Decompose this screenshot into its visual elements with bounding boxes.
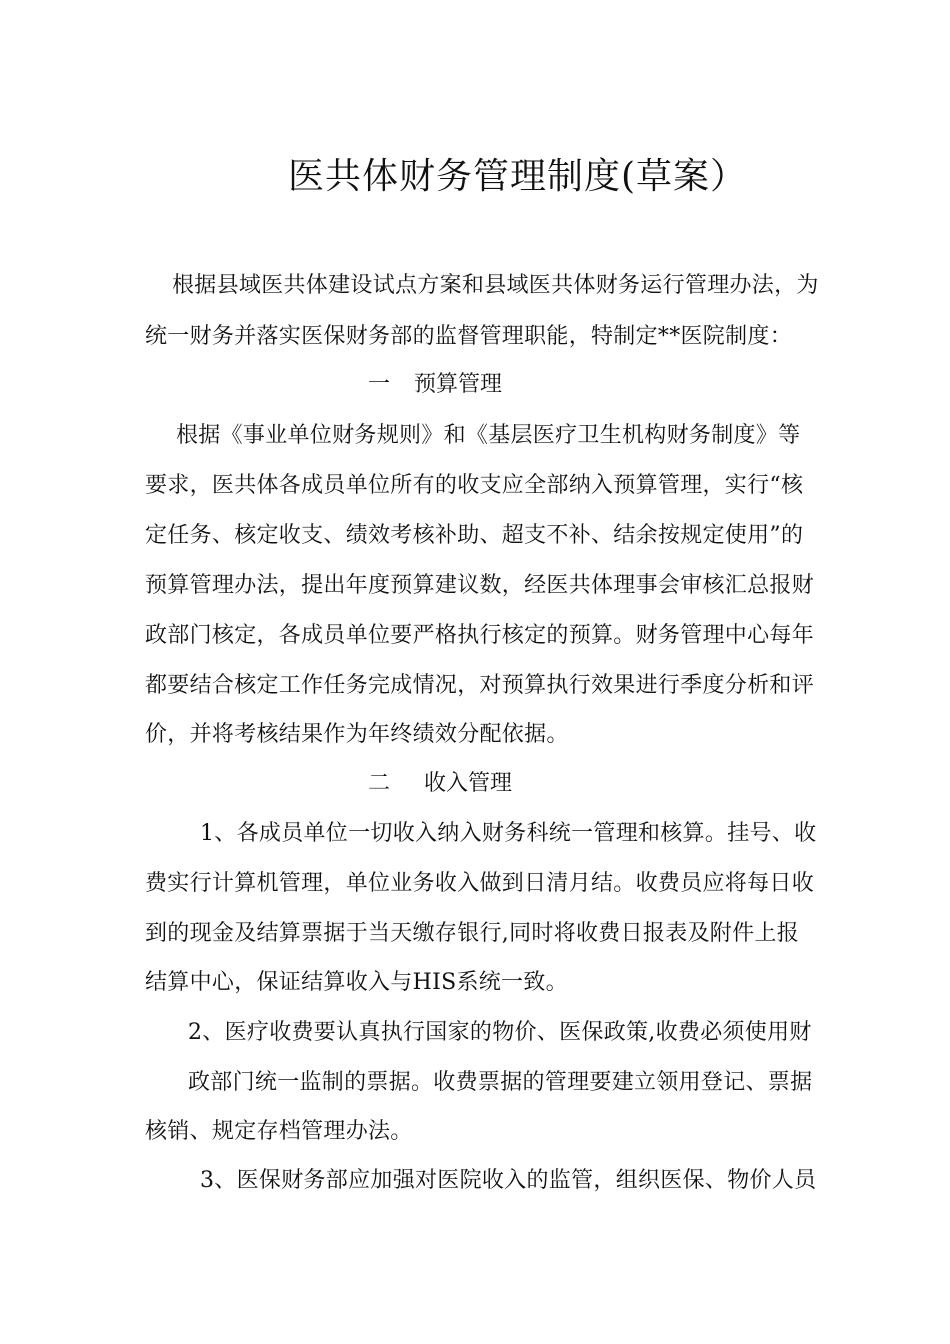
section-1-number: 一 xyxy=(368,372,391,397)
section-1-line-1: 根据《事业单位财务规则》和《基层医疗卫生机构财务制度》等 xyxy=(176,423,801,448)
section-2-heading: 收入管理 xyxy=(424,771,513,796)
section-1-line-4: 预算管理办法，提出年度预算建议数，经医共体理事会审核汇总报财 xyxy=(145,573,815,598)
section-1-line-7: 价，并将考核结果作为年终绩效分配依据。 xyxy=(145,722,569,747)
section-2-line-4: 结算中心，保证结算收入与HIS系统一致。 xyxy=(145,970,568,995)
section-2-line-5: 2、医疗收费要认真执行国家的物价、医保政策,收费必须使用财 xyxy=(188,1020,812,1045)
section-2-line-1: 1、各成员单位一切收入纳入财务科统一管理和核算。挂号、收 xyxy=(200,821,817,846)
section-2-line-7: 核销、规定存档管理办法。 xyxy=(145,1119,413,1144)
section-2-line-2: 费实行计算机管理，单位业务收入做到日清月结。收费员应将每日收 xyxy=(145,871,815,896)
intro-line-2: 统一财务并落实医保财务部的监督管理职能，特制定**医院制度： xyxy=(145,324,793,349)
section-1-line-3: 定任务、核定收支、绩效考核补助、超支不补、结余按规定使用”的 xyxy=(145,523,804,548)
intro-line-1: 根据县域医共体建设试点方案和县域医共体财务运行管理办法，为 xyxy=(172,273,819,298)
section-1-line-6: 都要结合核定工作任务完成情况，对预算执行效果进行季度分析和评 xyxy=(145,673,815,698)
section-1-heading: 预算管理 xyxy=(414,372,503,397)
section-2-line-3: 到的现金及结算票据于当天缴存银行,同时将收费日报表及附件上报 xyxy=(145,921,799,946)
section-1-line-2: 要求，医共体各成员单位所有的收支应全部纳入预算管理，实行“核 xyxy=(145,473,804,498)
section-2-number: 二 xyxy=(368,771,391,796)
section-2-line-8: 3、医保财务部应加强对医院收入的监管，组织医保、物价人员 xyxy=(200,1168,817,1193)
section-1-line-5: 政部门核定，各成员单位要严格执行核定的预算。财务管理中心每年 xyxy=(145,623,815,648)
document-title: 医共体财务管理制度(草案） xyxy=(287,156,748,197)
section-2-line-6: 政部门统一监制的票据。收费票据的管理要建立领用登记、票据 xyxy=(188,1070,813,1095)
